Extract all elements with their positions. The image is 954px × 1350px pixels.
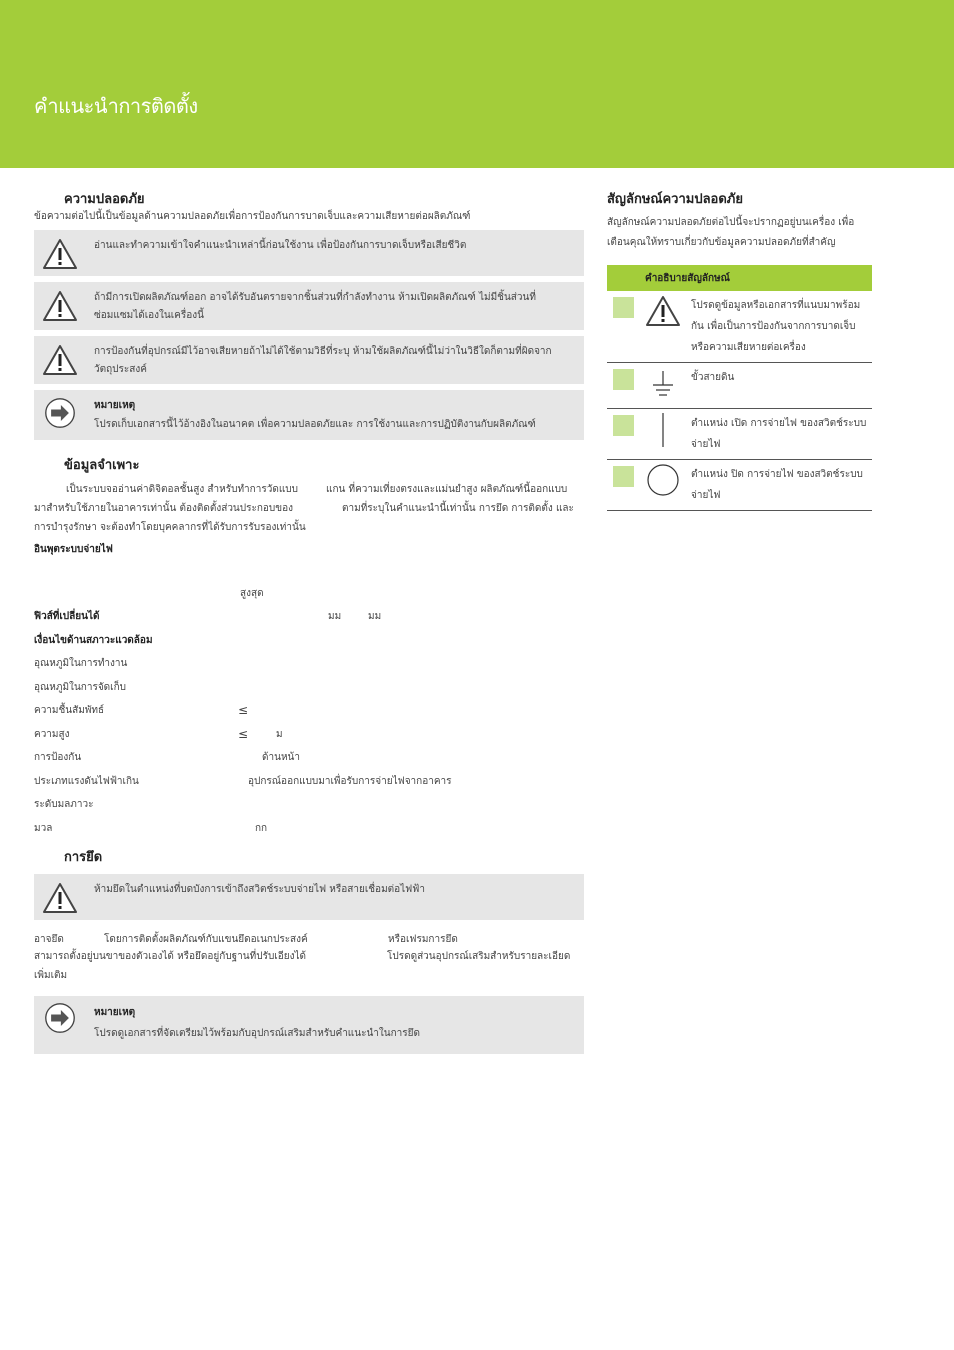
- warning-text: ห้ามยึดในตำแหน่งที่บดบังการเข้าถึงสวิตช์ระบบจ่ายไฟ หรือสายเชื่อมต่อไฟฟ้า: [94, 884, 425, 895]
- spec-row: [34, 699, 584, 723]
- mounting-heading: การยึด: [64, 850, 103, 865]
- spec-row: [34, 746, 584, 770]
- spec-value: กก: [255, 822, 268, 834]
- spec-row: [34, 723, 584, 747]
- spec-value: มม: [368, 611, 382, 622]
- note-text: โปรดดูเอกสารที่จัดเตรียมไว้พร้อมกับอุปกรณ์เสริมสำหรับคำแนะนำในการยึด: [94, 1028, 421, 1039]
- arrow-right-icon: [44, 1002, 76, 1034]
- warning-icon: [42, 344, 78, 376]
- warning-box: [34, 230, 584, 276]
- spec-row: [34, 652, 584, 676]
- warning-icon: [645, 295, 681, 327]
- power-on-icon: [645, 411, 681, 451]
- spec-label: เงื่อนไขด้านสภาวะแวดล้อม: [34, 634, 153, 646]
- mounting-text: โปรดดูส่วนอุปกรณ์เสริมสำหรับรายละเอียด: [387, 951, 571, 962]
- safety-intro: ข้อความต่อไปนี้เป็นข้อมูลด้านความปลอดภัยเพื่อการป้องกันการบาดเจ็บและความเสียหายต่อผลิตภัณฑ์: [34, 211, 471, 222]
- warning-box: [34, 336, 584, 384]
- spec-row: [34, 817, 584, 841]
- spec-label: อินพุตระบบจ่ายไฟ: [34, 544, 113, 555]
- spec-row: [34, 629, 584, 653]
- swatch: [613, 415, 634, 436]
- warning-box: [34, 282, 584, 330]
- specs-text: มาสำหรับใช้ภายในอาคารเท่านั้น ต้องติดตั้งส่วนประกอบของ: [34, 503, 293, 514]
- specs-text: การบำรุงรักษา จะต้องทำโดยบุคคลากรที่ได้รับการรับรองเท่านั้น: [34, 522, 306, 533]
- symbols-intro: เตือนคุณให้ทราบเกี่ยวกับข้อมูลความปลอดภัยที่สำคัญ: [607, 237, 836, 248]
- warning-text: การป้องกันที่อุปกรณ์มีไว้อาจเสียหายถ้าไม่ได้ใช้ตามวิธีที่ระบุ ห้ามใช้ผลิตภัณฑ์นี้ไม่ว่าในวิธีใดก็ตามที่ผิดจากวัตถุประสงค์: [94, 346, 552, 375]
- spec-row: [34, 605, 584, 629]
- specs-text: แกน ที่ความเที่ยงตรงและแม่นยำสูง ผลิตภัณฑ์นี้ออกแบบ: [326, 484, 568, 495]
- power-off-icon: [645, 462, 681, 498]
- spec-row: [34, 793, 584, 817]
- note-box: [34, 390, 584, 440]
- spec-label: ความชื้นสัมพัทธ์: [34, 705, 105, 716]
- table-row: [607, 363, 872, 409]
- page-title: คำแนะนำการติดตั้ง: [34, 94, 198, 118]
- note-title: หมายเหตุ: [94, 1007, 136, 1018]
- mounting-description: [34, 930, 584, 990]
- warning-text: ถ้ามีการเปิดผลิตภัณฑ์ออก อาจได้รับอันตรายจากชิ้นส่วนที่กำลังทำงาน ห้ามเปิดผลิตภัณฑ์ ไม่มีชิ้นส่วนที่ซ่อมแซมได้เองในเครื่องนี้: [94, 292, 536, 321]
- mounting-text: โดยการติดตั้งผลิตภัณฑ์กับแขนยึดอเนกประสงค์: [104, 934, 308, 945]
- symbol-description: ขั้วสายดิน: [691, 372, 735, 383]
- spec-value: มม: [328, 611, 342, 622]
- specs-heading: ข้อมูลจำเพาะ: [64, 458, 140, 473]
- warning-icon: [42, 238, 78, 270]
- note-box: [34, 996, 584, 1054]
- symbol-description: โปรดดูข้อมูลหรือเอกสารที่แนบมาพร้อมกัน เพื่อเป็นการป้องกันจากการบาดเจ็บ หรือความเสียหายต่อเครื่อง: [691, 300, 861, 353]
- symbol-description: ตำแหน่ง เปิด การจ่ายไฟ ของสวิตช์ระบบจ่ายไฟ: [691, 418, 867, 450]
- mounting-text: เพิ่มเติม: [34, 970, 68, 981]
- spec-label: ประเภทแรงดันไฟฟ้าเกิน: [34, 775, 139, 787]
- symbols-table-header: คำอธิบายสัญลักษณ์: [607, 265, 872, 291]
- spec-label: การป้องกัน: [34, 752, 82, 763]
- spec-label: ความสูง: [34, 728, 70, 740]
- left-column: [34, 190, 584, 1054]
- right-column: [607, 190, 872, 511]
- swatch: [613, 466, 634, 487]
- ground-icon: [645, 367, 681, 403]
- spec-row: [34, 770, 584, 794]
- note-text: โปรดเก็บเอกสารนี้ไว้อ้างอิงในอนาคต เพื่อความปลอดภัยและ การใช้งานและการปฏิบัติงานกับผลิตภัณฑ์: [94, 419, 536, 430]
- page-header: [0, 0, 954, 168]
- warning-icon: [42, 290, 78, 322]
- spec-label: อุณหภูมิในการทำงาน: [34, 658, 128, 669]
- symbols-intro: สัญลักษณ์ความปลอดภัยต่อไปนี้จะปรากฏอยู่บนเครื่อง เพื่อ: [607, 217, 855, 228]
- specs-text: เป็นระบบจออ่านค่าดิจิตอลชั้นสูง สำหรับทำการวัดแบบ: [66, 484, 298, 495]
- spec-label: ระดับมลภาวะ: [34, 799, 94, 810]
- table-row: [607, 291, 872, 363]
- spec-value: ≤: [238, 703, 249, 717]
- mounting-text: หรือเฟรมการยึด: [388, 934, 458, 945]
- symbol-description: ตำแหน่ง ปิด การจ่ายไฟ ของสวิตช์ระบบจ่ายไฟ: [691, 469, 863, 501]
- spec-value: อุปกรณ์ออกแบบมาเพื่อรับการจ่ายไฟจากอาคาร: [248, 775, 452, 787]
- spec-row: [34, 676, 584, 700]
- warning-box: [34, 874, 584, 920]
- specs-description: [34, 480, 584, 538]
- symbols-table: [607, 265, 872, 511]
- swatch: [613, 369, 634, 390]
- symbols-heading: สัญลักษณ์ความปลอดภัย: [607, 192, 743, 207]
- specs-text: ตามที่ระบุในคำแนะนำนี้เท่านั้น การยึด การติดตั้ง และ: [342, 503, 574, 514]
- spec-value: ≤: [238, 726, 249, 741]
- spec-label: มวล: [34, 822, 53, 834]
- table-row: [607, 409, 872, 460]
- spec-row: [34, 582, 584, 606]
- safety-heading: ความปลอดภัย: [64, 192, 145, 207]
- mounting-text: อาจยึด: [34, 934, 64, 945]
- spec-value: สูงสุด: [240, 587, 264, 599]
- warning-icon: [42, 882, 78, 914]
- spec-unit: ม: [276, 728, 283, 740]
- spec-label: ฟิวส์ที่เปลี่ยนได้: [34, 611, 100, 622]
- spec-label: อุณหภูมิในการจัดเก็บ: [34, 681, 126, 693]
- spec-row: [34, 562, 584, 582]
- table-row: [607, 460, 872, 511]
- spec-value: ด้านหน้า: [262, 752, 300, 763]
- mounting-text: สามารถตั้งอยู่บนขาของตัวเองได้ หรือยึดอยู่กับฐานที่ปรับเอียงได้: [34, 951, 306, 962]
- swatch: [613, 297, 634, 318]
- spec-row: [34, 538, 584, 562]
- arrow-right-icon: [42, 397, 78, 429]
- warning-text: อ่านและทำความเข้าใจคำแนะนำเหล่านี้ก่อนใช้งาน เพื่อป้องกันการบาดเจ็บหรือเสียชีวิต: [94, 240, 467, 251]
- note-title: หมายเหตุ: [94, 400, 136, 411]
